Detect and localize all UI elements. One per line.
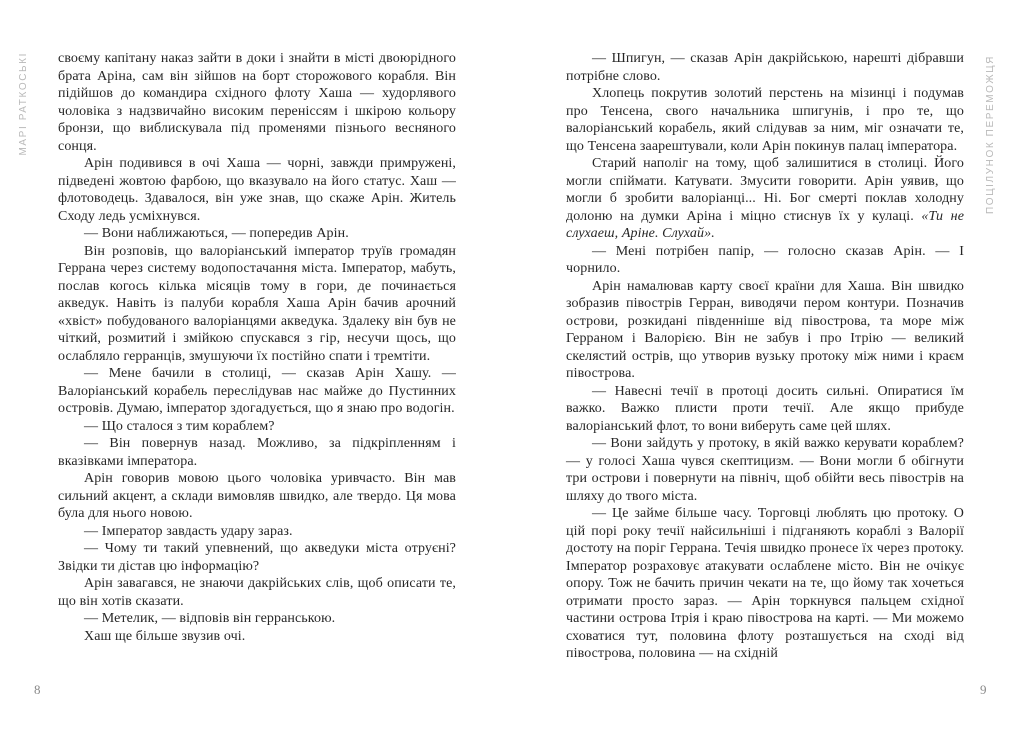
paragraph: [58, 575, 456, 610]
author-sidebar-vertical-text: МАРІ РАТКОСЬКІ: [18, 52, 29, 156]
paragraph: [58, 628, 456, 646]
page-right-text: [566, 50, 964, 663]
paragraph: [58, 470, 456, 523]
paragraph: [566, 505, 964, 663]
text-run: Арін подивився в очі Хаша — чорні, завжди примружені, підведені жовтою фарбою, що вказувало на його статус. Хаш — флотоводець. Здавалося, він уже знав, що скаже Арін. Житель Сходу ледь усміхнувся.: [58, 156, 456, 224]
paragraph: [566, 85, 964, 155]
text-run: — Це займе більше часу. Торговці люблять цю протоку. О цій порі року течії найсильніші і підганяють кораблі з Валорії достоту на поріг Геррана. Течія швидко пронесе їх через протоку. Імператор розраховує атакувати ослаблене місто. Він не очікує опору. Тож не бачить причин чекати на те, що йому так хочеться отримати просто зараз. — Арін торкнувся пальцем східної частини острова Ітрія і краю півострова на карті. — Ми можемо сховатися тут, половина флоту розташується на сході від півострова, половина — на східній: [566, 506, 964, 661]
paragraph: [566, 155, 964, 243]
text-run: Він розповів, що валоріанський імператор труїв громадян Геррана через систему водопостачання міста. Імператор, мабуть, послав когось кілька місяців тому в гори, де починається акведук. Навіть із палуби корабля Хаша Арін бачив арочний «хвіст» побудованого валоріанцями акведука. Здалеку він був не чіткий, розмитий і змійкою спускався з гір, несучи щось, що ослабляло герранців, змушуючи їх постійно спати і тремтіти.: [58, 243, 456, 364]
paragraph: [566, 383, 964, 436]
text-run: — Вони наближаються, — попередив Арін.: [84, 226, 349, 241]
text-run: Арін говорив мовою цього чоловіка уривчасто. Він мав сильний акцент, а склади вимовляв швидко, але твердо. Ця мова була для нього новою.: [58, 471, 456, 521]
paragraph: [566, 50, 964, 85]
paragraph: [566, 243, 964, 278]
text-run: — Мені потрібен папір, — голосно сказав Арін. — І чорнило.: [566, 243, 964, 276]
paragraph: [58, 418, 456, 436]
paragraph: [566, 278, 964, 383]
text-run: — Що сталося з тим кораблем?: [84, 418, 275, 434]
italic-text-run: «Ти не слухаеш, Аріне. Слухай».: [566, 208, 965, 241]
text-run: — Метелик, — відповів він герранською.: [84, 611, 336, 626]
text-run: Арін намалював карту своєї країни для Хаша. Він швидко зобразив півострів Герран, виводячи пером контури. Позначив острови, розкидані південніше від півострова, та море між Герраном і Валорією. Він не забув і про Ітрію — великий скелястий острів, що утворив вузьку протоку між ними і краєм півострова.: [566, 278, 964, 381]
paragraph: [58, 225, 456, 243]
paragraph: [566, 435, 964, 505]
paragraph: [58, 435, 456, 470]
text-run: — Вони зайдуть у протоку, в якій важко керувати кораблем? — у голосі Хаша чувся скептицизм. — Вони могли б обігнути три острови і повернути на північ, щоб обійти весь півострів на шляху до твого міста.: [566, 436, 964, 504]
page-number-left: 8: [34, 682, 41, 697]
text-run: Старий наполіг на тому, щоб залишитися в столиці. Його могли спіймати. Катувати. Змусити говорити. Арін уявив, що могли б зробити валоріанці... Ні. Бог смерті поклав холодну долоню на думки Аріна і міцно стиснув їх у кулаці.: [566, 156, 964, 224]
paragraph: [58, 540, 456, 575]
title-sidebar-vertical-text: ПОЦІЛУНОК ПЕРЕМОЖЦЯ: [985, 55, 996, 214]
page-number-right: 9: [980, 682, 987, 697]
paragraph: [58, 243, 456, 366]
text-run: — Чому ти такий упевнений, що акведуки міста отруєні? Звідки ти дістав цю інформацію?: [58, 541, 456, 574]
text-run: — Навесні течії в протоці досить сильні. Опиратися їм важко. Важко плисти проти течії. Але якщо прибуде валоріанський флот, то вони виберуть саме цей шлях.: [566, 383, 964, 434]
text-run: Хаш ще більше звузив очі.: [84, 628, 246, 644]
paragraph: [58, 155, 456, 225]
paragraph: [58, 365, 456, 418]
text-run: — Шпигун, — сказав Арін дакрійською, нарешті дібравши потрібне слово.: [566, 51, 964, 84]
paragraph: [58, 50, 456, 155]
text-run: своєму капітану наказ зайти в доки і знайти в місті двоюрідного брата Аріна, сам він зійшов на борт сторожового корабля. Він підійшов до командира східного флоту Хаша — худорлявого чоловіка з надзвичайно високим переніссям і шкірою кольору бронзи, що виблискувала під променями пізнього весняного сонця.: [58, 51, 456, 154]
page-left-text: [58, 50, 456, 645]
text-run: — Він повернув назад. Можливо, за підкріпленням і вказівками імператора.: [58, 436, 456, 469]
text-run: — Імператор завдасть удару зараз.: [84, 523, 293, 539]
text-run: — Мене бачили в столиці, — сказав Арін Хашу. — Валоріанський корабель переслідував нас майже до Пустинних островів. Думаю, імператор здогадується, що я знаю про водогін.: [58, 366, 456, 416]
paragraph: [58, 523, 456, 541]
text-run: Хлопець покрутив золотий перстень на мізинці і подумав про Тенсена, свого начальника шпигунів, і про те, що валоріанський корабель, який слідував за ним, міг означати те, що Тенсена заарештували, коли Арін покинув палац імператора.: [566, 86, 964, 154]
paragraph: [58, 610, 456, 628]
text-run: Арін завагався, не знаючи дакрійських слів, щоб описати те, що він хотів сказати.: [58, 576, 456, 609]
